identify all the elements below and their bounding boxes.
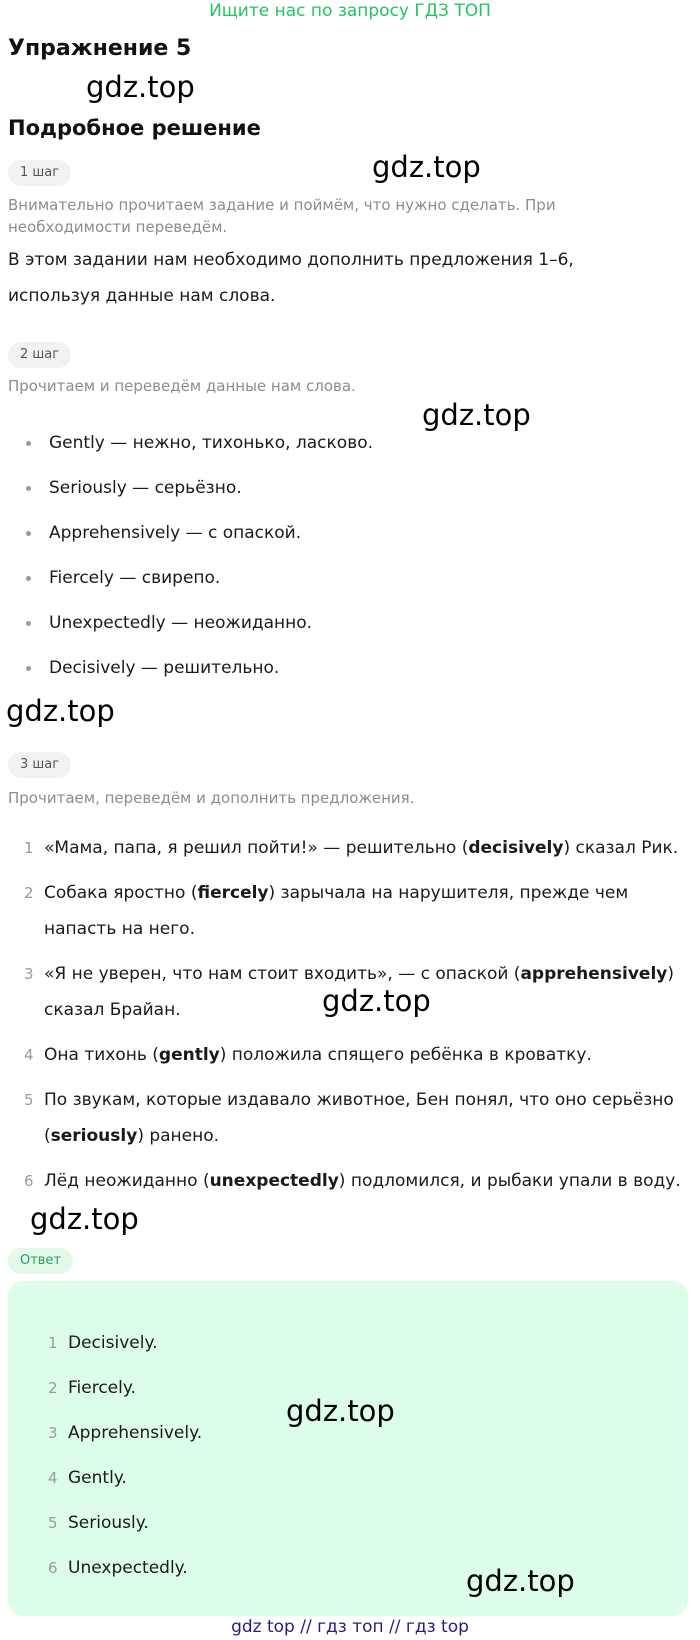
item-number: 6: [24, 1172, 34, 1190]
answer-word: unexpectedly: [209, 1171, 339, 1191]
list-item: [0, 608, 700, 638]
answer-word: decisively: [468, 838, 564, 858]
sentence-text: Лёд неожиданно (: [44, 1171, 210, 1191]
bullet-dot: [26, 621, 31, 626]
item-number: 2: [48, 1379, 58, 1397]
item-number: 1: [48, 1334, 58, 1352]
answer-item: [8, 1328, 408, 1358]
item-number: 4: [24, 1046, 34, 1064]
step-2-hint: Прочитаем и переведём данные нам слова.: [8, 377, 356, 395]
item-number: 3: [48, 1424, 58, 1442]
item-number: 3: [24, 965, 34, 983]
answer-text: Unexpectedly.: [68, 1558, 188, 1578]
watermark: gdz.top: [286, 1394, 395, 1428]
answer-word: apprehensively: [520, 964, 668, 984]
sentence-item: [0, 875, 700, 947]
sentence-item: [0, 1163, 700, 1199]
watermark: gdz.top: [86, 70, 195, 104]
sentence-text: По звукам, которые издавало животное, Бен понял, что оно серьёзно (: [44, 1090, 674, 1146]
watermark: gdz.top: [30, 1202, 139, 1236]
sentence-item: [0, 830, 700, 866]
list-item: [0, 518, 700, 548]
watermark: gdz.top: [422, 398, 531, 432]
answer-badge: Ответ: [8, 1248, 73, 1274]
list-item-text: Gently — нежно, тихонько, ласково.: [49, 433, 374, 453]
search-banner: Ищите нас по запросу ГДЗ ТОП: [209, 1, 491, 21]
step-2-badge: 2 шаг: [8, 342, 71, 368]
footer-links[interactable]: gdz top // гдз топ // гдз top: [231, 1617, 469, 1637]
item-number: 6: [48, 1559, 58, 1577]
answer-word: fiercely: [197, 883, 269, 903]
sentence-text: «Я не уверен, что нам стоит входить», — с опаской (: [44, 964, 521, 984]
sentence-item: [0, 1037, 700, 1073]
item-number: 1: [24, 839, 34, 857]
sentence-text: Она тихонь (: [44, 1045, 159, 1065]
sentence-text: ) ранено.: [137, 1126, 220, 1146]
answer-text: Fiercely.: [68, 1378, 136, 1398]
answer-item: [8, 1508, 408, 1538]
sentence-text: ) подломился, и рыбаки упали в воду.: [338, 1171, 681, 1191]
answer-text: Seriously.: [68, 1513, 149, 1533]
step-3-hint: Прочитаем, переведём и дополнить предложения.: [8, 789, 415, 807]
step-1-hint: Внимательно прочитаем задание и поймём, что нужно сделать. При необходимости переведём.: [8, 196, 556, 236]
item-number: 5: [48, 1514, 58, 1532]
answer-text: Apprehensively.: [68, 1423, 203, 1443]
exercise-title: Упражнение 5: [8, 36, 192, 61]
sentence-list: [0, 830, 700, 1208]
answer-box: [8, 1281, 688, 1616]
watermark: gdz.top: [466, 1564, 575, 1598]
sentence-text: «Мама, папа, я решил пойти!» — решительно (: [44, 838, 469, 858]
sentence-text: Собака яростно (: [44, 883, 198, 903]
bullet-dot: [26, 666, 31, 671]
sentence-text: ) сказал Брайан.: [44, 964, 675, 1020]
bullet-dot: [26, 531, 31, 536]
list-item-text: Decisively — решительно.: [49, 658, 280, 678]
item-number: 2: [24, 884, 34, 902]
sentence-item: [0, 1082, 700, 1154]
item-number: 5: [24, 1091, 34, 1109]
list-item: [0, 653, 700, 683]
step-3-badge: 3 шаг: [8, 752, 71, 778]
sentence-text: ) сказал Рик.: [563, 838, 679, 858]
list-item: [0, 563, 700, 593]
sentence-text: ) зарычала на нарушителя, прежде чем напасть на него.: [44, 883, 629, 939]
answer-word: gently: [158, 1045, 220, 1065]
bullet-dot: [26, 441, 31, 446]
list-item: [0, 428, 700, 458]
sentence-text: ) положила спящего ребёнка в кроватку.: [219, 1045, 592, 1065]
bullet-dot: [26, 486, 31, 491]
bullet-dot: [26, 576, 31, 581]
step-1-badge: 1 шаг: [8, 160, 71, 186]
solution-title: Подробное решение: [8, 116, 261, 140]
list-item-text: Fiercely — свирепо.: [49, 568, 221, 588]
step-1-text: В этом задании нам необходимо дополнить предложения 1–6, используя данные нам слова.: [8, 250, 574, 306]
watermark: gdz.top: [372, 150, 481, 184]
answer-word: seriously: [50, 1126, 138, 1146]
answer-item: [8, 1553, 408, 1583]
watermark: gdz.top: [322, 984, 431, 1018]
answer-text: Gently.: [68, 1468, 127, 1488]
list-item-text: Seriously — серьёзно.: [49, 478, 242, 498]
watermark: gdz.top: [6, 694, 115, 728]
answer-item: [8, 1463, 408, 1493]
list-item: [0, 473, 700, 503]
item-number: 4: [48, 1469, 58, 1487]
list-item-text: Unexpectedly — неожиданно.: [49, 613, 313, 633]
list-item-text: Apprehensively — с опаской.: [49, 523, 302, 543]
answer-text: Decisively.: [68, 1333, 158, 1353]
